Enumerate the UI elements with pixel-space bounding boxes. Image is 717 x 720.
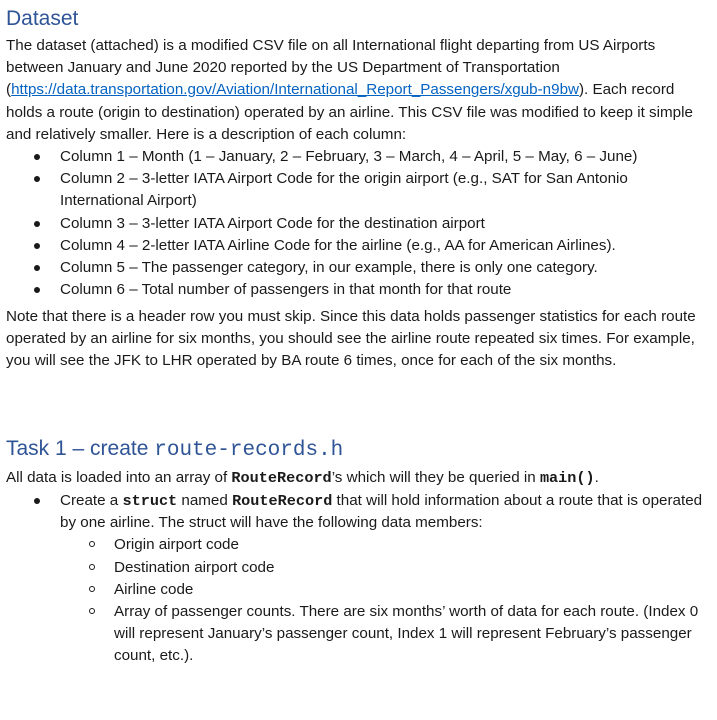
column-item bbox=[0, 213, 712, 235]
struct-member-item bbox=[60, 534, 712, 556]
column-item bbox=[0, 146, 712, 168]
column-item-text: Column 1 – Month (1 – January, 2 – February, 3 – March, 4 – April, 5 – May, 6 – June) bbox=[60, 148, 638, 165]
struct-member-text: Airline code bbox=[114, 580, 194, 598]
bullet-icon bbox=[34, 265, 40, 271]
task1-bullet-text-3: that will hold information about a route that is operated by one airline. The struct will have the following data members: bbox=[60, 492, 703, 532]
task1-bullet-list bbox=[0, 490, 712, 668]
task1-bullet-text: Create a bbox=[60, 492, 123, 509]
task1-intro-text: All data is loaded into an array of bbox=[6, 469, 232, 486]
bullet-icon bbox=[34, 243, 40, 249]
column-item bbox=[0, 279, 712, 301]
routerecord-code: RouteRecord bbox=[231, 469, 332, 487]
main-code: main() bbox=[539, 469, 595, 487]
dot-dataset-link[interactable]: https://data.transportation.gov/Aviation/International_Report_Passengers/xgub-n9bw bbox=[11, 81, 579, 99]
dataset-intro-text: The dataset (attached) is a modified CSV file on all International flight departing from US Airports between January and June 2020 reported by the US Department of Transportation ( bbox=[6, 37, 656, 99]
header-row-note: Note that there is a header row you must skip. Since this data holds passenger statistics for each route operated by an airline for six months, you should see the airline route repeated six times. For example, you will see the JFK to LHR operated by BA route 6 times, once for each of the six months. bbox=[6, 308, 696, 370]
column-item-text: Column 6 – Total number of passengers in that month for that route bbox=[60, 281, 512, 299]
dataset-heading: Dataset bbox=[6, 7, 79, 30]
struct-member-item bbox=[60, 557, 712, 579]
struct-member-item bbox=[60, 579, 712, 601]
column-item-text: Column 4 – 2-letter IATA Airline Code for the airline (e.g., AA for American Airlines). bbox=[60, 236, 616, 254]
dataset-intro-paragraph bbox=[6, 35, 712, 146]
column-item bbox=[0, 257, 712, 279]
struct-code: struct bbox=[122, 492, 178, 510]
task1-bullet-item bbox=[0, 490, 712, 668]
column-item bbox=[0, 235, 712, 257]
hollow-bullet-icon bbox=[89, 541, 95, 547]
bullet-icon bbox=[34, 154, 40, 160]
column-description-list bbox=[0, 146, 712, 301]
struct-member-text: Array of passenger counts. There are six months’ worth of data for each route. (Index 0 will represent January’s passenger count, Index 1 will represent February’s passenger count, etc.). bbox=[114, 603, 699, 665]
task1-heading bbox=[6, 436, 343, 464]
dataset-intro-continued: ). Each record holds a route (origin to destination) operated by an airline. This CSV file was modified to keep it simple and relatively smaller. Here is a description of each column: bbox=[6, 81, 693, 143]
task1-intro bbox=[6, 467, 712, 489]
task1-intro-period: . bbox=[594, 469, 599, 486]
bullet-icon bbox=[34, 221, 40, 227]
bullet-icon bbox=[34, 287, 40, 293]
struct-member-item bbox=[60, 601, 712, 668]
task1-heading-prefix: Task 1 – create bbox=[6, 437, 155, 460]
hollow-bullet-icon bbox=[89, 564, 95, 570]
routerecord-struct-code: RouteRecord bbox=[232, 492, 333, 510]
column-item-text: Column 5 – The passenger category, in our example, there is only one category. bbox=[60, 259, 598, 277]
struct-member-list bbox=[60, 534, 712, 667]
struct-member-text: Destination airport code bbox=[114, 558, 275, 576]
task1-bullet-text-2: named bbox=[177, 492, 233, 509]
bullet-icon bbox=[34, 498, 40, 504]
column-item-text: Column 3 – 3-letter IATA Airport Code for the destination airport bbox=[60, 214, 485, 232]
struct-member-text: Origin airport code bbox=[114, 536, 239, 554]
hollow-bullet-icon bbox=[89, 586, 95, 592]
task1-intro-text-2: ’s which will they be queried in bbox=[331, 469, 540, 486]
bullet-icon bbox=[34, 176, 40, 182]
hollow-bullet-icon bbox=[89, 608, 95, 614]
task1-heading-filename: route-records.h bbox=[154, 439, 344, 462]
column-item bbox=[0, 168, 712, 212]
column-item-text: Column 2 – 3-letter IATA Airport Code for the origin airport (e.g., SAT for San Antonio International Airport) bbox=[60, 170, 628, 210]
